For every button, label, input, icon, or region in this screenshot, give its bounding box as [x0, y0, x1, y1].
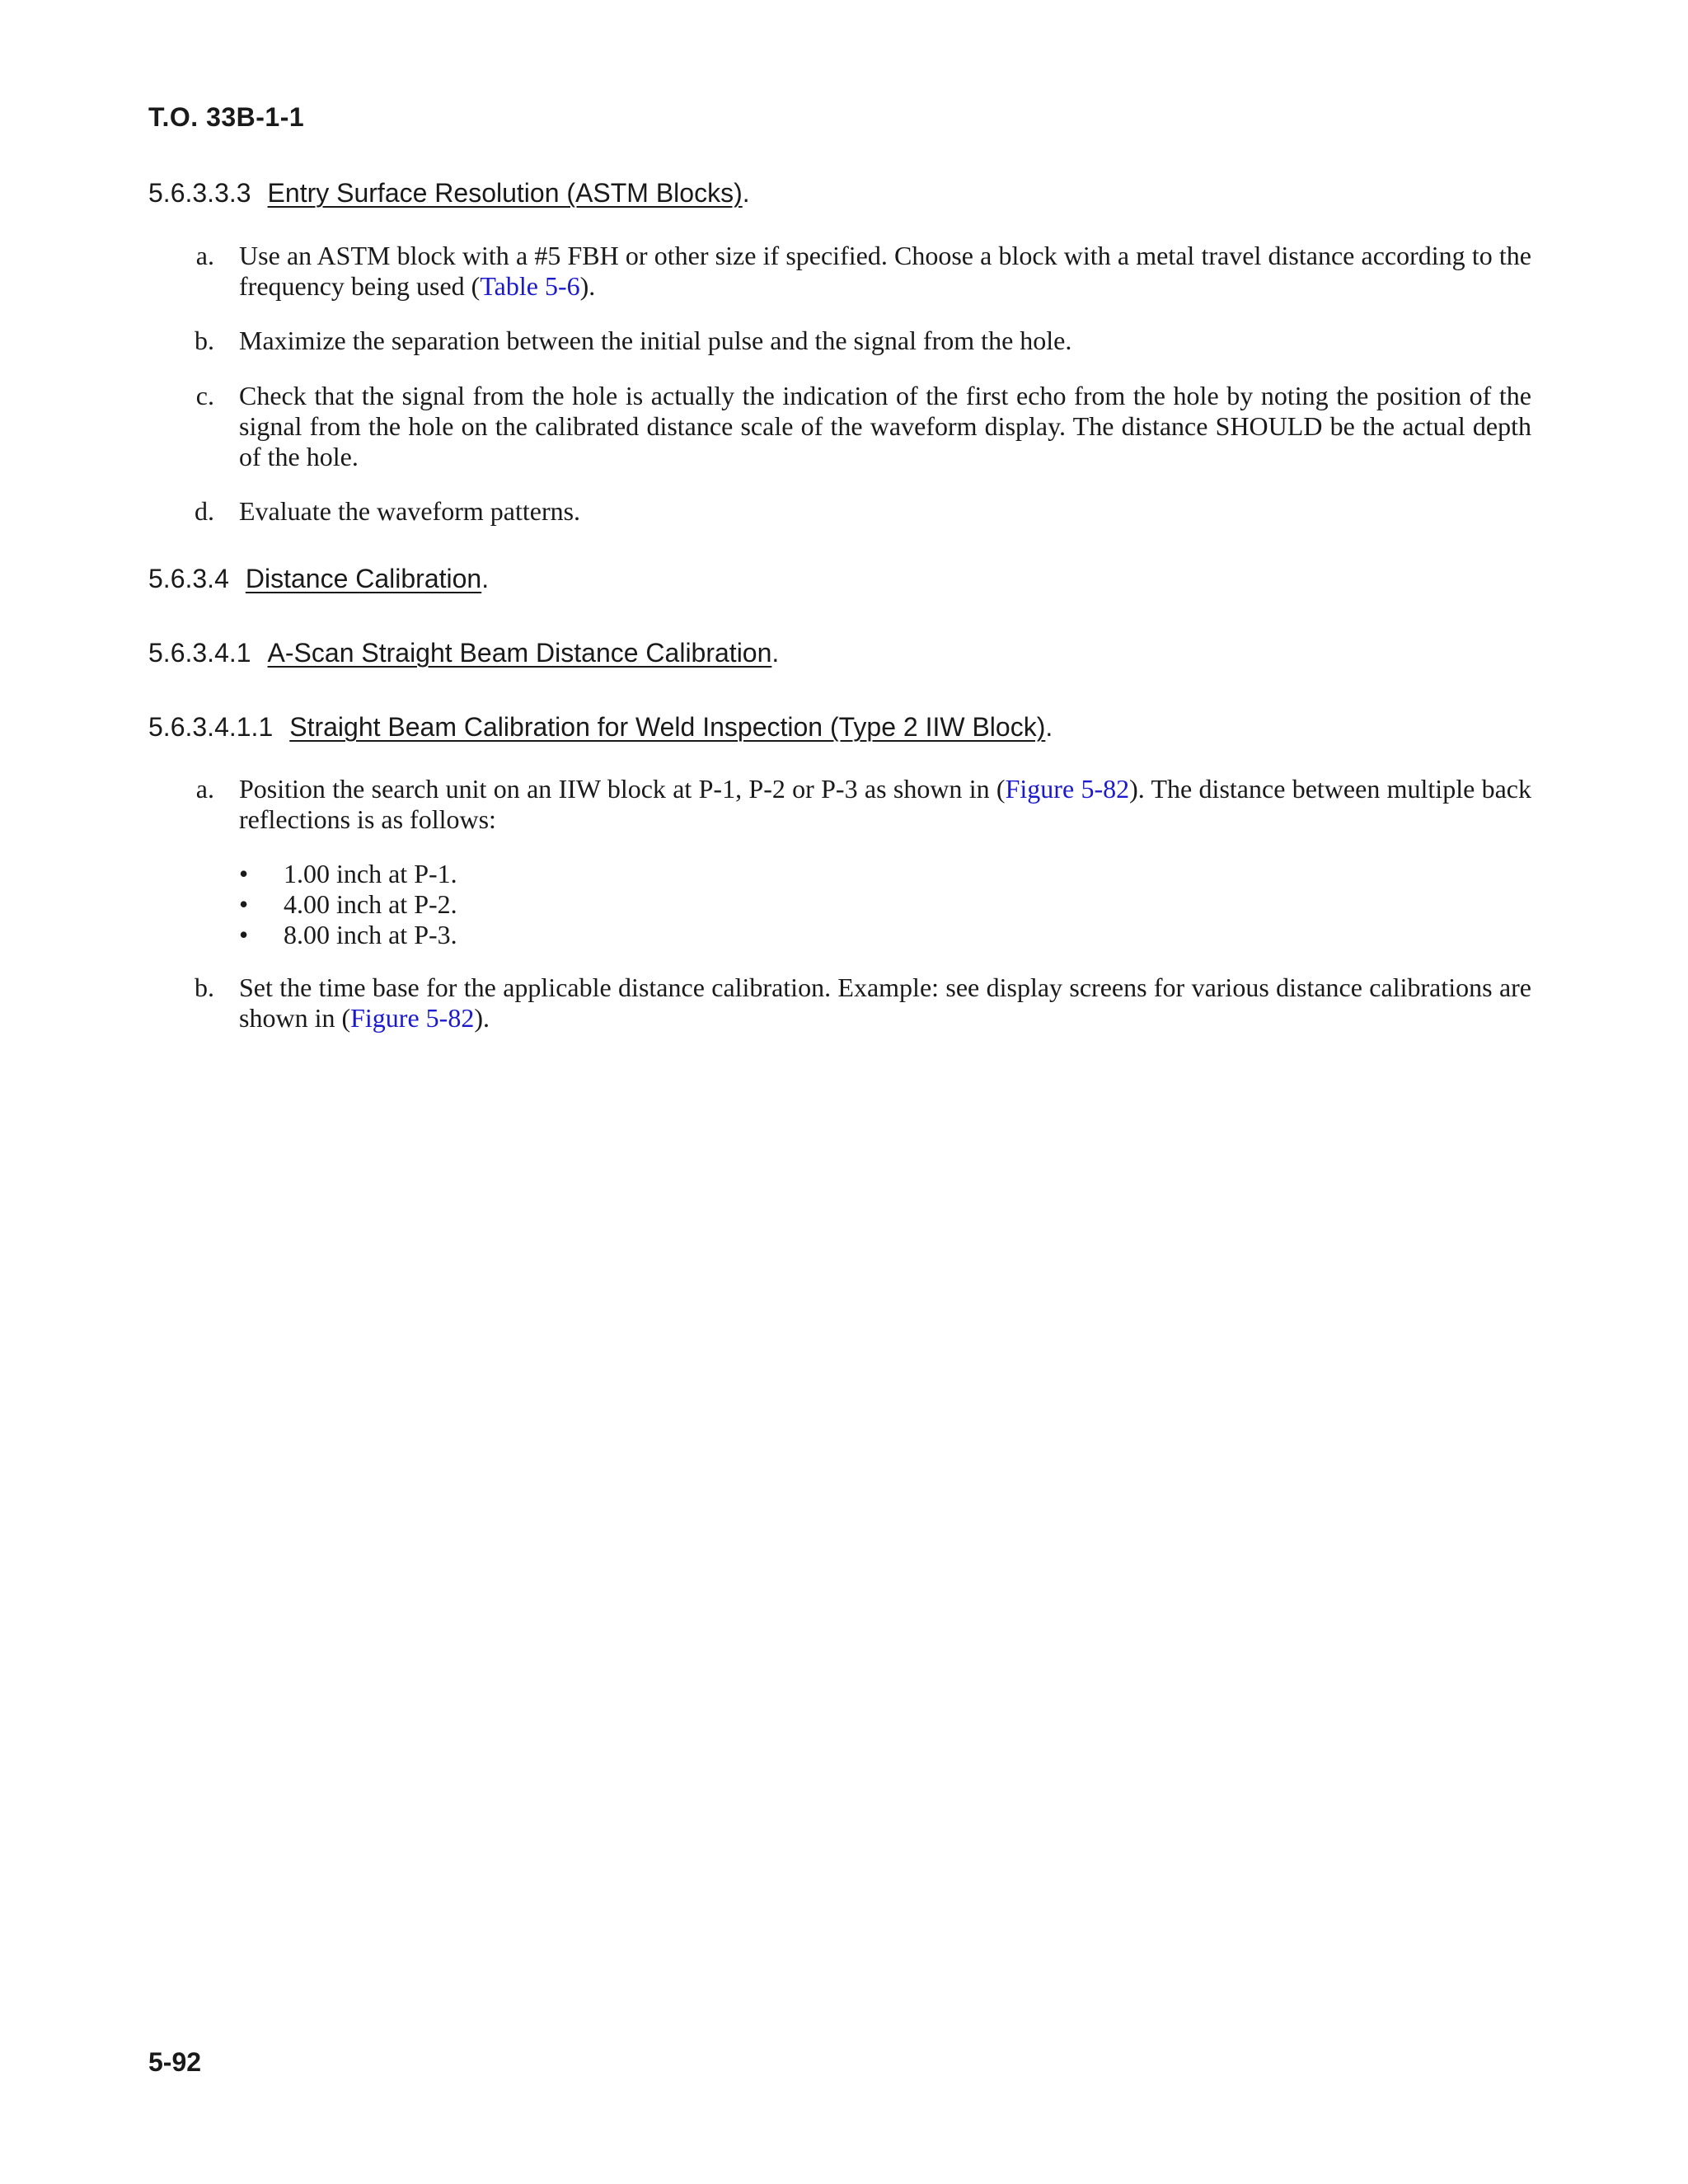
list-marker: c. — [195, 381, 214, 410]
section-title: Straight Beam Calibration for Weld Inspection (Type 2 IIW Block) — [289, 712, 1046, 742]
list-item-b — [148, 972, 1531, 1033]
section-title-period: . — [771, 638, 780, 668]
section-number: 5.6.3.4 — [148, 564, 229, 593]
page-number: 5-92 — [148, 2047, 202, 2077]
list-marker: a. — [195, 774, 214, 804]
list-item-b — [148, 326, 1531, 356]
section-title: A-Scan Straight Beam Distance Calibration — [267, 638, 772, 668]
section-title: Distance Calibration — [245, 564, 482, 593]
bullet-icon: • — [239, 920, 249, 949]
bullet-icon: • — [239, 859, 249, 888]
section-number: 5.6.3.3.3 — [148, 178, 251, 208]
section-title: Entry Surface Resolution (ASTM Blocks) — [267, 178, 743, 208]
list-item-d — [148, 496, 1531, 527]
list-marker: a. — [195, 241, 214, 270]
list-item-text: Maximize the separation between the initial pulse and the signal from the hole. — [239, 326, 1072, 355]
section-number: 5.6.3.4.1.1 — [148, 712, 274, 742]
list-marker: b. — [195, 326, 214, 355]
bullet-item: • 4.00 inch at P-2. — [239, 889, 457, 919]
figure-5-82-link[interactable]: Figure 5-82 — [350, 1003, 475, 1033]
list-item-text: Use an ASTM block with a #5 FBH or other size if specified. Choose a block with a metal travel distance according to the frequency being used (Table 5-6). — [239, 241, 1531, 301]
list-item-a — [148, 774, 1531, 835]
list-item-c — [148, 381, 1531, 472]
list-item-text: Position the search unit on an IIW block at P-1, P-2 or P-3 as shown in (Figure 5-82). The distance between multiple back reflections is as follows: — [239, 774, 1532, 834]
figure-5-82-link[interactable]: Figure 5-82 — [1005, 774, 1130, 804]
section-heading-straight-beam-calibration — [148, 712, 1053, 743]
list-item-text: Evaluate the waveform patterns. — [239, 496, 581, 526]
section-number: 5.6.3.4.1 — [148, 638, 251, 668]
list-marker: b. — [195, 972, 214, 1002]
bullet-list — [237, 859, 457, 950]
list-item-text: Set the time base for the applicable distance calibration. Example: see display screens for various distance calibrations are shown in (Figure 5-82). — [239, 972, 1531, 1033]
section-heading-a-scan-calibration — [148, 638, 779, 668]
bullet-item: • 1.00 inch at P-1. — [239, 859, 457, 888]
bullet-icon: • — [239, 889, 249, 919]
list-item-text: Check that the signal from the hole is actually the indication of the first echo from the hole by noting the position of the signal from the hole on the calibrated distance scale of the waveform display. The distance SHOULD be the actual depth of the hole. — [239, 381, 1531, 471]
section-heading-entry-surface-resolution — [148, 178, 750, 209]
section-heading-distance-calibration — [148, 564, 489, 594]
list-item-a — [148, 241, 1531, 302]
table-5-6-link[interactable]: Table 5-6 — [480, 271, 580, 301]
section-title-period: . — [481, 564, 490, 593]
section-title-period: . — [1045, 712, 1053, 742]
document-id: T.O. 33B-1-1 — [148, 102, 305, 132]
bullet-item: • 8.00 inch at P-3. — [239, 920, 457, 949]
list-marker: d. — [195, 496, 214, 526]
section-title-period: . — [742, 178, 750, 208]
